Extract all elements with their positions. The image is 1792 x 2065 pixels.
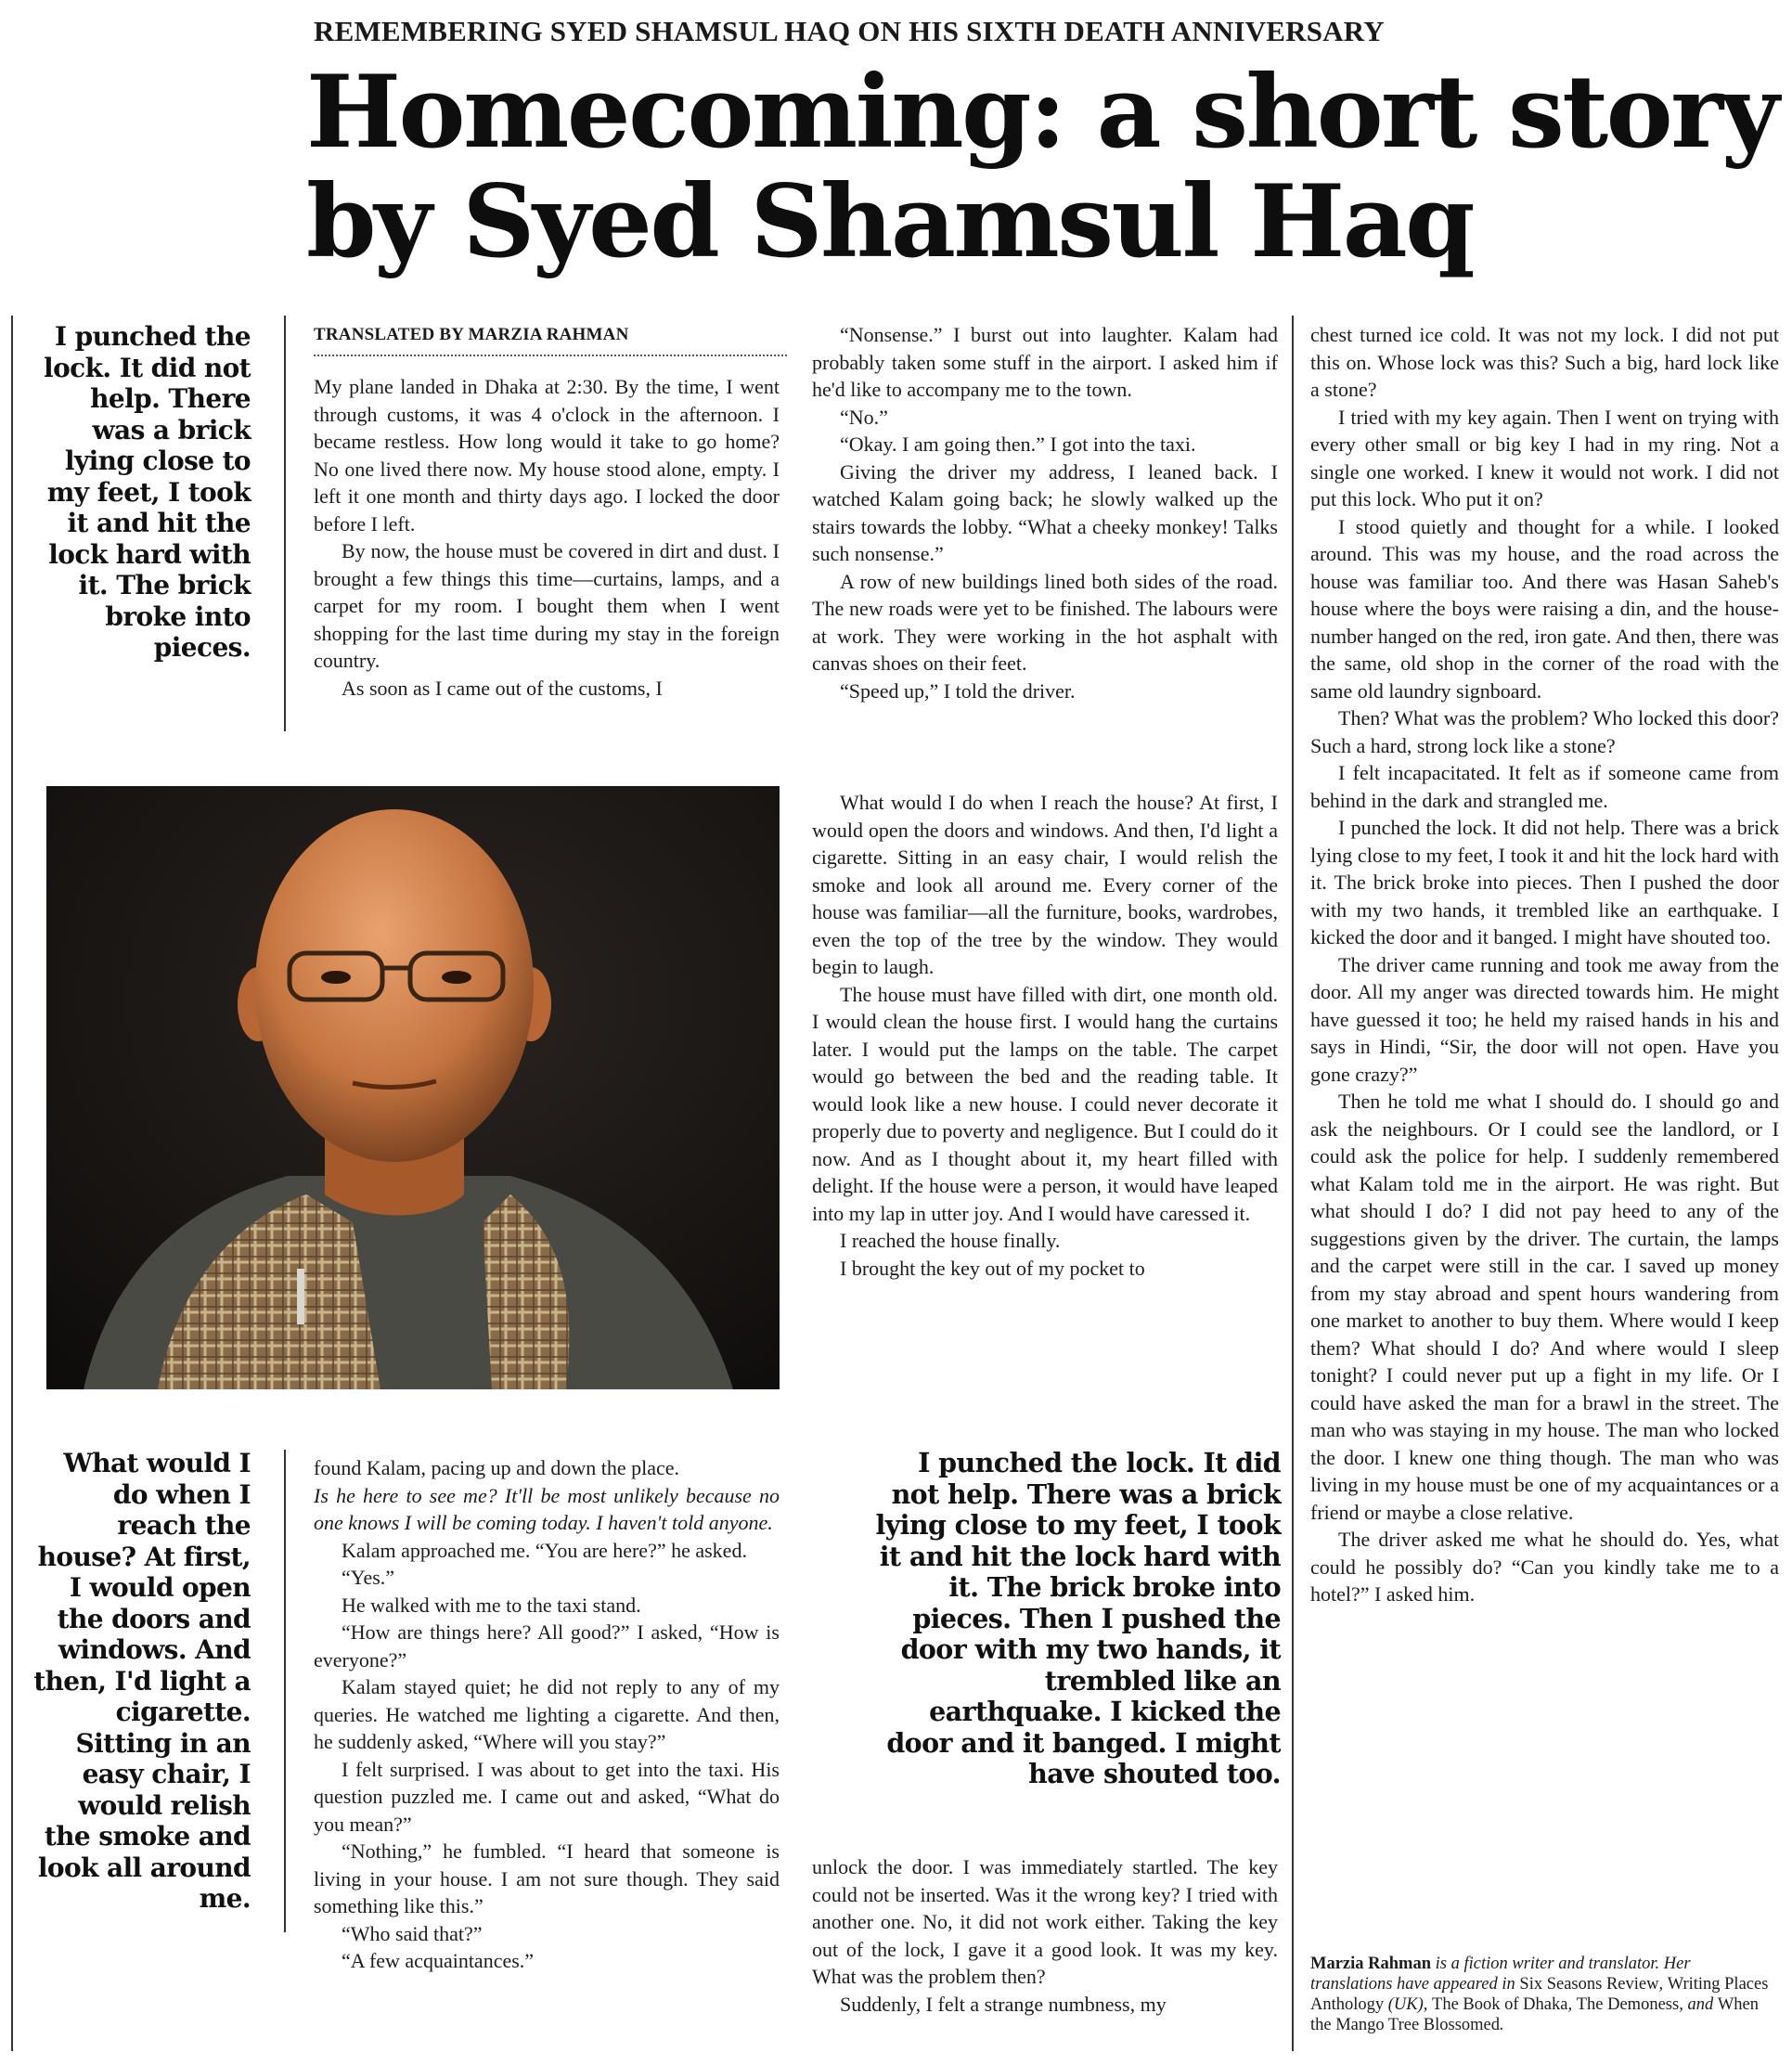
author-portrait [46,786,780,1389]
bio-text: , [1567,1995,1577,2014]
headline-line-1: Homecoming: a short story [306,54,1777,171]
paragraph: The driver asked me what he should do. Yes, what could he possibly do? “Can you kindly take me to a hotel?” I asked him. [1310,1528,1779,1606]
story-column-1-bottom [314,1454,780,1975]
byline: TRANSLATED BY MARZIA RAHMAN [314,325,787,356]
story-column-1-top [314,373,780,702]
bio-text: , and [1679,1995,1718,2014]
pullquote-divider-bottom [284,1450,286,1932]
paragraph: unlock the door. I was immediately startled. The key could not be inserted. Was it the wrong key? I tried with another one. No, it did not work either. Taking the key out of the lock, I gave it a good look. It was my key. What was the problem then? [812,1855,1278,1988]
paragraph: Then he told me what I should do. I should go and ask the neighbours. Or I could see the landlord, or I could ask the police for help. I suddenly remembered what Kalam told me in the airport. He was right. But what should I do? I did not pay heed to any of the suggestions given by the driver. The curtain, the lamps and the carpet were still in the car. I saved up money from my stay abroad and spent hours wandering from one market to another to buy them. Where would I keep them? What should I do? And where would I sleep tonight? I could never put up a fight in my life. Or I could have asked the man for a brawl in the street. The man who was staying in my house. The man who locked the door. I knew one thing though. The man who was living in my house must be one of my acquaintances or a friend or maybe a close relative. [1310,1090,1779,1524]
paragraph: “Who said that?” [342,1921,483,1945]
paragraph: I stood quietly and thought for a while. I looked around. This was my house, and the road across the house was familiar too. And there was Hasan Saheb's house where the boys were raising a din, and the house-number hanged on the red, iron gate. And then, there was the same, old shop in the corner of the road with the same old laundry signboard. [1310,514,1779,703]
paragraph: “Okay. I am going then.” I got into the taxi. [840,432,1196,456]
paragraph: I reached the house finally. [840,1229,1061,1252]
pullquote-side: What would I do when I reach the house? At first, I would open the doors and windows. And then, I'd light a cigarette. Sitting in an easy chair, I would relish the smoke and look all around me. [33,1448,251,1914]
paragraph: I felt surprised. I was about to get into the taxi. His question puzzled me. I came out and asked, “What do you mean?” [314,1757,780,1836]
kicker: REMEMBERING SYED SHAMSUL HAQ ON HIS SIXTH DEATH ANNIVERSARY [314,15,1385,47]
paragraph: The house must have filled with dirt, one month old. I would clean the house first. I would hang the curtains later. I would put the lamps on the table. The carpet would go between the bed and the reading table. It would look like a new house. I could never decorate it properly due to poverty and negligence. But I could do it now. And as I thought about it, my heart filled with delight. If the house were a person, it would have leaped into my lap in utter joy. And I would have caressed it. [812,982,1278,1225]
paragraph: The driver came running and took me away from the door. All my anger was directed towards him. He might have guessed it too; he held my raised hands in his and says in Hindi, “Sir, the door will not open. Have you gone crazy?” [1310,952,1779,1086]
paragraph: I tried with my key again. Then I went on trying with every other small or big key I had in my ring. Not a single one worked. I knew it would not work. I did not put this lock. Who put it on? [1310,405,1779,510]
paragraph: found Kalam, pacing up and down the place. [314,1456,680,1479]
paragraph: As soon as I came out of the customs, I [342,676,663,700]
paragraph: Kalam stayed quiet; he did not reply to any of my queries. He watched me lighting a cigarette. And then, he suddenly asked, “Where will you stay?” [314,1675,780,1753]
pullquote-divider-top [284,316,286,731]
bio-work-title: The Demoness [1576,1995,1680,2014]
paragraph: “A few acquaintances.” [342,1949,535,1972]
story-column-1-bottom-rest [314,1537,780,1975]
bio-work-title: The Book of Dhaka [1432,1995,1568,2014]
column-divider-right [1292,316,1294,2051]
paragraph: I brought the key out of my pocket to [840,1256,1145,1280]
left-margin-rule [11,316,13,2051]
paragraph: By now, the house must be covered in dirt and dust. I brought a few things this time—curtains, lamps, and a carpet for my room. I bought them when I went shopping for the last time during my stay in the foreign country. [314,539,780,672]
story-column-2-bottom [812,1853,1278,2018]
paragraph: “Speed up,” I told the driver. [840,678,1076,703]
story-column-2-middle [812,789,1278,1282]
headline-line-2: by Syed Shamsul Haq [306,163,1474,280]
paragraph: What would I do when I reach the house? At first, I would open the doors and windows. And then, I'd light a cigarette. Sitting in an easy chair, I would relish the smoke and look all around me. Every corner of the house was familiar—all the furniture, books, wardrobes, even the top of the tree by the window. They would begin to laugh. [812,791,1278,978]
paragraph: My plane landed in Dhaka at 2:30. By the time, I went through customs, it was 4 o'clock in the afternoon. I became restless. How long would it take to go home? No one lived there now. My house stood alone, empty. I left it one month and thirty days ago. I locked the door before I left. [314,375,780,536]
bio-text: (UK), [1384,1995,1433,2014]
paragraph: Then? What was the problem? Who locked this door? Such a hard, strong lock like a stone? [1310,706,1779,757]
bio-text: , [1658,1975,1668,1994]
bio-work-title: Six Seasons Review [1519,1975,1659,1994]
story-column-3-rest [1310,404,1779,1608]
bio-text: . [1500,2016,1504,2034]
pullquote-middle: I punched the lock. It did not help. There was a brick lying close to my feet, I took it and hit the lock hard with it. The brick broke into pieces. Then I pushed the door with my two hands, it trembled like an earthquake. I kicked the door and it banged. I might have shouted too. [875,1447,1281,1789]
paragraph: “Nonsense.” I burst out into laughter. Kalam had probably taken some stuff in the airport. I asked him if he'd like to accompany me to the town. [812,323,1278,401]
paragraph: Suddenly, I felt a strange numbness, my [840,1992,1167,2016]
paragraph: Giving the driver my address, I leaned back. I watched Kalam going back; he slowly walked up the stairs towards the lobby. “What a cheeky monkey! Talks such nonsense.” [812,459,1278,565]
paragraph: “No.” [840,405,888,429]
headline [306,54,1782,280]
pullquote-top: I punched the lock. It did not help. There was a brick lying close to my feet, I took it and hit the lock hard with it. The brick broke into pieces. [44,321,251,663]
paragraph: Kalam approached me. “You are here?” he asked. [342,1538,747,1562]
paragraph-italic-thought: Is he here to see me? It'll be most unlikely because no one knows I will be coming today. I haven't told anyone. [314,1483,780,1534]
paragraph: A row of new buildings lined both sides of the road. The new roads were yet to be finished. The labours were at work. They were working in the hot asphalt with canvas shoes on their feet. [812,569,1278,675]
story-column-2-bottom-rest [812,1991,1278,2019]
paragraph: I punched the lock. It did not help. There was a brick lying close to my feet, I took it and hit the lock hard with it. The brick broke into pieces. Then I pushed the door with my two hands, it trembled like an earthquake. I kicked the door and it banged. I might have shouted too. [1310,816,1779,949]
paragraph: “Yes.” [342,1566,395,1589]
bio-work-title: When the Mango Tree Blossomed [1310,1995,1759,2034]
translator-bio [1310,1954,1774,2035]
paragraph: “Nothing,” he fumbled. “I heard that someone is living in your house. I am not sure though. They said something like this.” [314,1839,780,1917]
bio-work-title: Writing Places Anthology [1310,1975,1769,2014]
portrait-image [46,786,780,1389]
paragraph: I felt incapacitated. It felt as if someone came from behind in the dark and strangled me. [1310,761,1779,812]
paragraph: He walked with me to the taxi stand. [342,1593,641,1617]
paragraph: “How are things here? All good?” I asked, “How is everyone?” [314,1620,780,1671]
paragraph: chest turned ice cold. It was not my lock. I did not put this on. Whose lock was this? Such a big, hard lock like a stone? [1310,323,1779,401]
story-column-3 [1310,321,1779,1608]
bio-text: is a fiction writer and translator. Her translations have appeared in [1310,1955,1691,1994]
story-column-2-top [812,321,1278,704]
bio-name: Marzia Rahman [1310,1955,1431,1973]
